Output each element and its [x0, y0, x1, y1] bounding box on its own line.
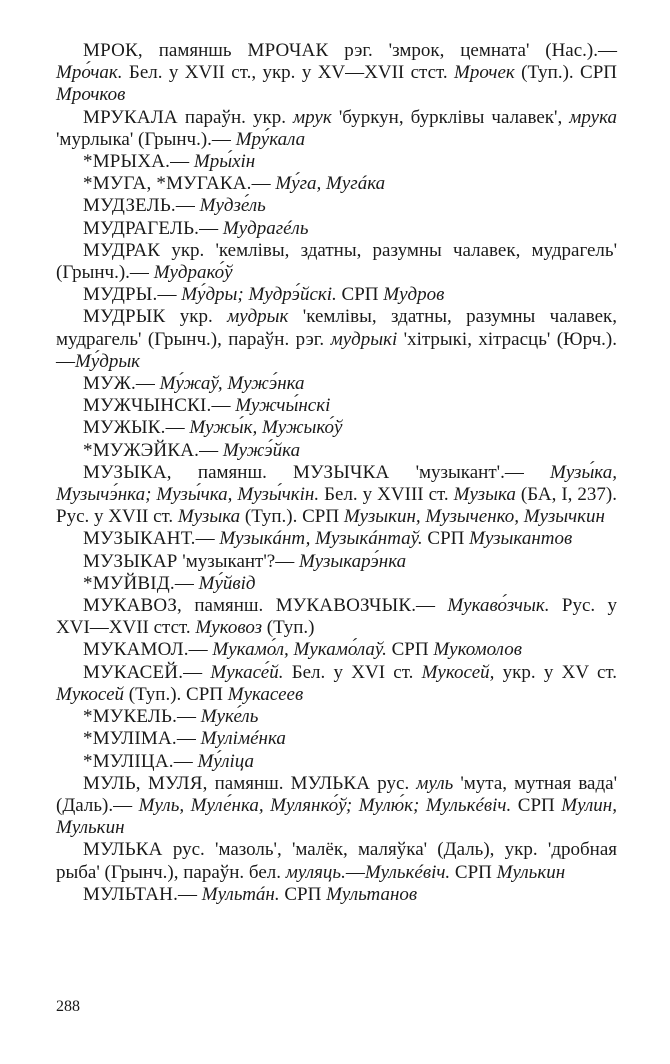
entry-text: СРП: [279, 883, 327, 905]
entry-text: памянш.: [171, 461, 294, 483]
dictionary-entry: [56, 639, 617, 661]
entry-text: —: [177, 706, 201, 728]
entry-italic-text: Музыка: [177, 506, 241, 528]
entry-text: 'мурлыка' (Грынч.).—: [56, 128, 236, 150]
entry-italic-text: Мудрако́ў: [153, 262, 233, 284]
dictionary-entry: [56, 595, 617, 639]
entry-headword: МУДРАК: [83, 239, 161, 261]
entry-headword: МУЗЫКАНТ.: [83, 528, 196, 550]
entry-italic-text: Мукамо́л, Мукамо́лаў.: [212, 639, 387, 661]
entry-italic-text: Мультанов: [326, 883, 418, 905]
entry-text: Бел. у XVII ст., укр. у XV—XVII стст.: [122, 62, 455, 84]
entry-headword: МУЛЬТАН.: [83, 883, 179, 905]
entry-text: Рус. у XVI—XVII стст.: [56, 595, 617, 639]
entry-text: —: [199, 439, 223, 461]
entry-text: (Туп.). СРП: [514, 62, 617, 84]
dictionary-entry: [56, 839, 617, 883]
dictionary-entry: [56, 151, 617, 173]
entry-italic-text: Мрочек: [454, 62, 515, 84]
entry-text: 'музыкант'.—: [389, 461, 551, 483]
entry-italic-text: Мрочков: [56, 84, 126, 106]
entry-italic-text: Му́ліца: [197, 750, 255, 772]
entry-italic-text: Музыкарэ́нка: [298, 550, 407, 572]
entry-headword: МУЗЫКАР: [83, 550, 178, 572]
dictionary-entry: [56, 662, 617, 706]
dictionary-entry: [56, 373, 617, 395]
entry-text: Бел. у XVI ст.: [283, 661, 422, 683]
entry-text: —: [188, 639, 213, 661]
entry-text: —: [173, 750, 198, 772]
entry-text: 'музыкант'?—: [177, 550, 299, 572]
entry-text: СРП: [422, 528, 470, 550]
entry-text: СРП: [386, 639, 434, 661]
entry-headword: *МУГА, *МУГАКА.: [83, 173, 252, 195]
entry-italic-text: Мукасе́й.: [210, 661, 284, 683]
entry-text: МРОЧАК: [247, 40, 329, 61]
entry-headword: МУЛЬКА: [83, 839, 163, 861]
entry-text: —: [175, 195, 200, 217]
entry-italic-text: мрука: [569, 106, 618, 128]
entry-text: СРП: [511, 794, 562, 816]
entry-text: укр. 'кемлівы, здатны, разумны чалавек, мудрагель' (Грынч.).—: [56, 239, 617, 284]
entry-italic-text: Мультáн.: [201, 883, 280, 905]
dictionary-entry: [56, 573, 617, 595]
entry-text: рус. 'мазоль', 'малёк, маляўка' (Даль), укр. 'дробная рыба' (Грынч.), параўн. бел.: [56, 839, 617, 883]
entry-text: МУЗЫЧКА: [293, 461, 390, 483]
dictionary-entry: [56, 773, 617, 840]
entry-italic-text: Му́жаў, Мужэ́нка: [159, 373, 305, 395]
entry-text: рус.: [370, 772, 417, 794]
entry-italic-text: Мулькéвіч.: [364, 861, 451, 883]
entry-italic-text: Музыкантов: [469, 528, 573, 550]
entry-text: —: [183, 661, 211, 683]
dictionary-entry: [56, 728, 617, 750]
dictionary-entry: [56, 240, 617, 284]
dictionary-entry: [56, 528, 617, 550]
entry-text: —: [345, 861, 365, 883]
entry-text: 'мута, мутная вада' (Даль).—: [56, 772, 617, 816]
entry-headword: *МУЛІЦА.: [83, 750, 174, 772]
entry-italic-text: Мро́чак.: [56, 62, 123, 84]
entry-italic-text: Мудзе́ль: [199, 195, 266, 217]
entry-text: —: [251, 173, 276, 195]
entry-text: памянш.: [182, 595, 276, 617]
dictionary-entry: [56, 195, 617, 217]
entry-italic-text: Мукосей,: [421, 661, 495, 683]
entry-italic-text: Му́йвід: [198, 572, 256, 594]
entry-text: параўн. укр.: [177, 106, 294, 128]
entry-italic-text: Муль, Муле́нка, Мулянко́ў; Мулю́к; Мулькéвіч.: [138, 794, 512, 816]
entry-italic-text: Музыка: [453, 484, 516, 506]
dictionary-entry: [56, 751, 617, 773]
entry-italic-text: Мулин, Мулькин: [56, 794, 617, 839]
entry-text: укр. у XV ст.: [494, 661, 618, 683]
entries-column: [56, 40, 617, 906]
entry-headword: МУЗЫКА,: [83, 461, 172, 483]
entry-headword: *МРЫХА.: [83, 151, 171, 173]
entry-italic-text: мрук: [293, 106, 332, 128]
entry-text: —: [157, 284, 182, 306]
entry-italic-text: Мукомолов: [433, 639, 522, 661]
entry-italic-text: Музыкáнт, Музыкáнтаў.: [219, 528, 423, 550]
entry-italic-text: Музыкин, Музыченко, Музычкин: [343, 506, 605, 528]
entry-italic-text: Мудров: [383, 284, 445, 306]
entry-italic-text: Мукасеев: [227, 683, 304, 705]
entry-italic-text: Муке́ль: [200, 706, 259, 728]
entry-text: —: [174, 572, 199, 594]
entry-italic-text: Мужэ́йка: [222, 439, 301, 461]
entry-headword: МРОК,: [83, 40, 143, 61]
entry-italic-text: Мру́кала: [235, 128, 306, 150]
entry-text: памяншь: [142, 40, 248, 61]
entry-italic-text: Му́га, Мугáка: [275, 173, 386, 195]
entry-headword: *МУЙВІД.: [83, 572, 175, 594]
entry-text: СРП: [336, 284, 384, 306]
entry-text: памянш.: [207, 772, 291, 794]
entry-headword: МУКАСЕЙ.: [83, 661, 184, 683]
entry-text: укр.: [165, 306, 228, 328]
entry-text: 'буркун, бурклівы чалавек',: [331, 106, 570, 128]
entry-text: —: [178, 883, 202, 905]
entry-italic-text: Му́дры; Мудрэ́йскі.: [181, 284, 337, 306]
entry-italic-text: Мукаво́зчык.: [447, 595, 550, 617]
entry-headword: МУКАВОЗ,: [83, 595, 183, 617]
entry-italic-text: Мудрагéль: [222, 217, 309, 239]
entry-italic-text: Му́дрык: [75, 350, 141, 372]
entry-text: МУЛЬКА: [290, 772, 371, 794]
entry-text: —: [135, 373, 160, 395]
entry-text: —: [170, 151, 194, 173]
entry-text: —: [195, 528, 220, 550]
dictionary-entry: [56, 551, 617, 573]
entry-text: МУКАВОЗЧЫК: [275, 595, 412, 617]
entry-text: 'кемлівы, здатны, разумны чалавек, мудрагель' (Грынч.), параўн. рэг.: [56, 306, 618, 350]
entry-headword: МУДЗЕЛЬ.: [83, 195, 176, 217]
dictionary-entry: [56, 40, 617, 107]
page-number: 288: [56, 998, 80, 1015]
entry-italic-text: Мулімéнка: [200, 728, 286, 750]
entry-headword: МУЖЧЫНСКІ.: [83, 395, 212, 417]
dictionary-entry: [56, 884, 617, 906]
dictionary-entry: [56, 218, 617, 240]
dictionary-entry: [56, 706, 617, 728]
dictionary-entry: [56, 284, 617, 306]
dictionary-entry: [56, 417, 617, 439]
entry-headword: МРУКАЛА: [83, 106, 178, 128]
entry-italic-text: Мукосей: [56, 683, 125, 705]
entry-italic-text: муляць.: [285, 861, 346, 883]
entry-headword: МУЖ.: [83, 373, 136, 395]
entry-text: рэг. 'змрок, цемната' (Нас.).—: [328, 40, 618, 61]
entry-text: (Туп.). СРП: [240, 506, 344, 528]
entry-italic-text: Мужы́к, Мужыко́ў: [189, 417, 343, 439]
entry-headword: *МУЖЭЙКА.: [83, 439, 200, 461]
entry-text: —: [199, 217, 223, 239]
entry-text: (БА, I, 237). Рус. у XVII ст.: [56, 484, 617, 528]
entry-italic-text: Муковоз: [195, 617, 262, 639]
entry-headword: МУДРЫК: [83, 306, 166, 328]
entry-text: .—: [411, 595, 448, 617]
entry-text: (Туп.): [262, 617, 315, 639]
entry-headword: *МУКЕЛЬ.: [83, 706, 178, 728]
dictionary-entry: [56, 462, 617, 529]
dictionary-entry: [56, 173, 617, 195]
entry-headword: МУЖЫК.: [83, 417, 166, 439]
entry-headword: МУДРЫ.: [83, 284, 158, 306]
entry-text: —: [165, 417, 190, 439]
entry-text: 'хітрыкі, хітрасць' (Юрч.).—: [56, 328, 617, 372]
entry-italic-text: Мры́хін: [193, 151, 256, 173]
entry-italic-text: Мулькин: [496, 861, 566, 883]
dictionary-entry: [56, 440, 617, 462]
entry-text: —: [176, 728, 201, 750]
entry-italic-text: Музы́ка, Музычэ́нка; Музы́чка, Музы́чкін.: [56, 461, 617, 506]
entry-italic-text: Мужчы́нскі: [235, 395, 331, 417]
entry-text: СРП: [450, 861, 497, 883]
entry-headword: *МУЛІМА.: [83, 728, 177, 750]
dictionary-entry: [56, 107, 617, 151]
dictionary-entry: [56, 395, 617, 417]
dictionary-entry: [56, 306, 617, 373]
entry-italic-text: мудрыкі: [330, 328, 398, 350]
entry-italic-text: мудрык: [227, 306, 289, 328]
entry-headword: МУДРАГЕЛЬ.: [83, 217, 200, 239]
entry-text: —: [211, 395, 236, 417]
entry-headword: МУЛЬ, МУЛЯ,: [83, 772, 208, 794]
entry-text: (Туп.). СРП: [124, 683, 228, 705]
entry-text: Бел. у XVIII ст.: [319, 484, 454, 506]
entry-headword: МУКАМОЛ.: [83, 639, 189, 661]
entry-italic-text: муль: [416, 772, 454, 794]
